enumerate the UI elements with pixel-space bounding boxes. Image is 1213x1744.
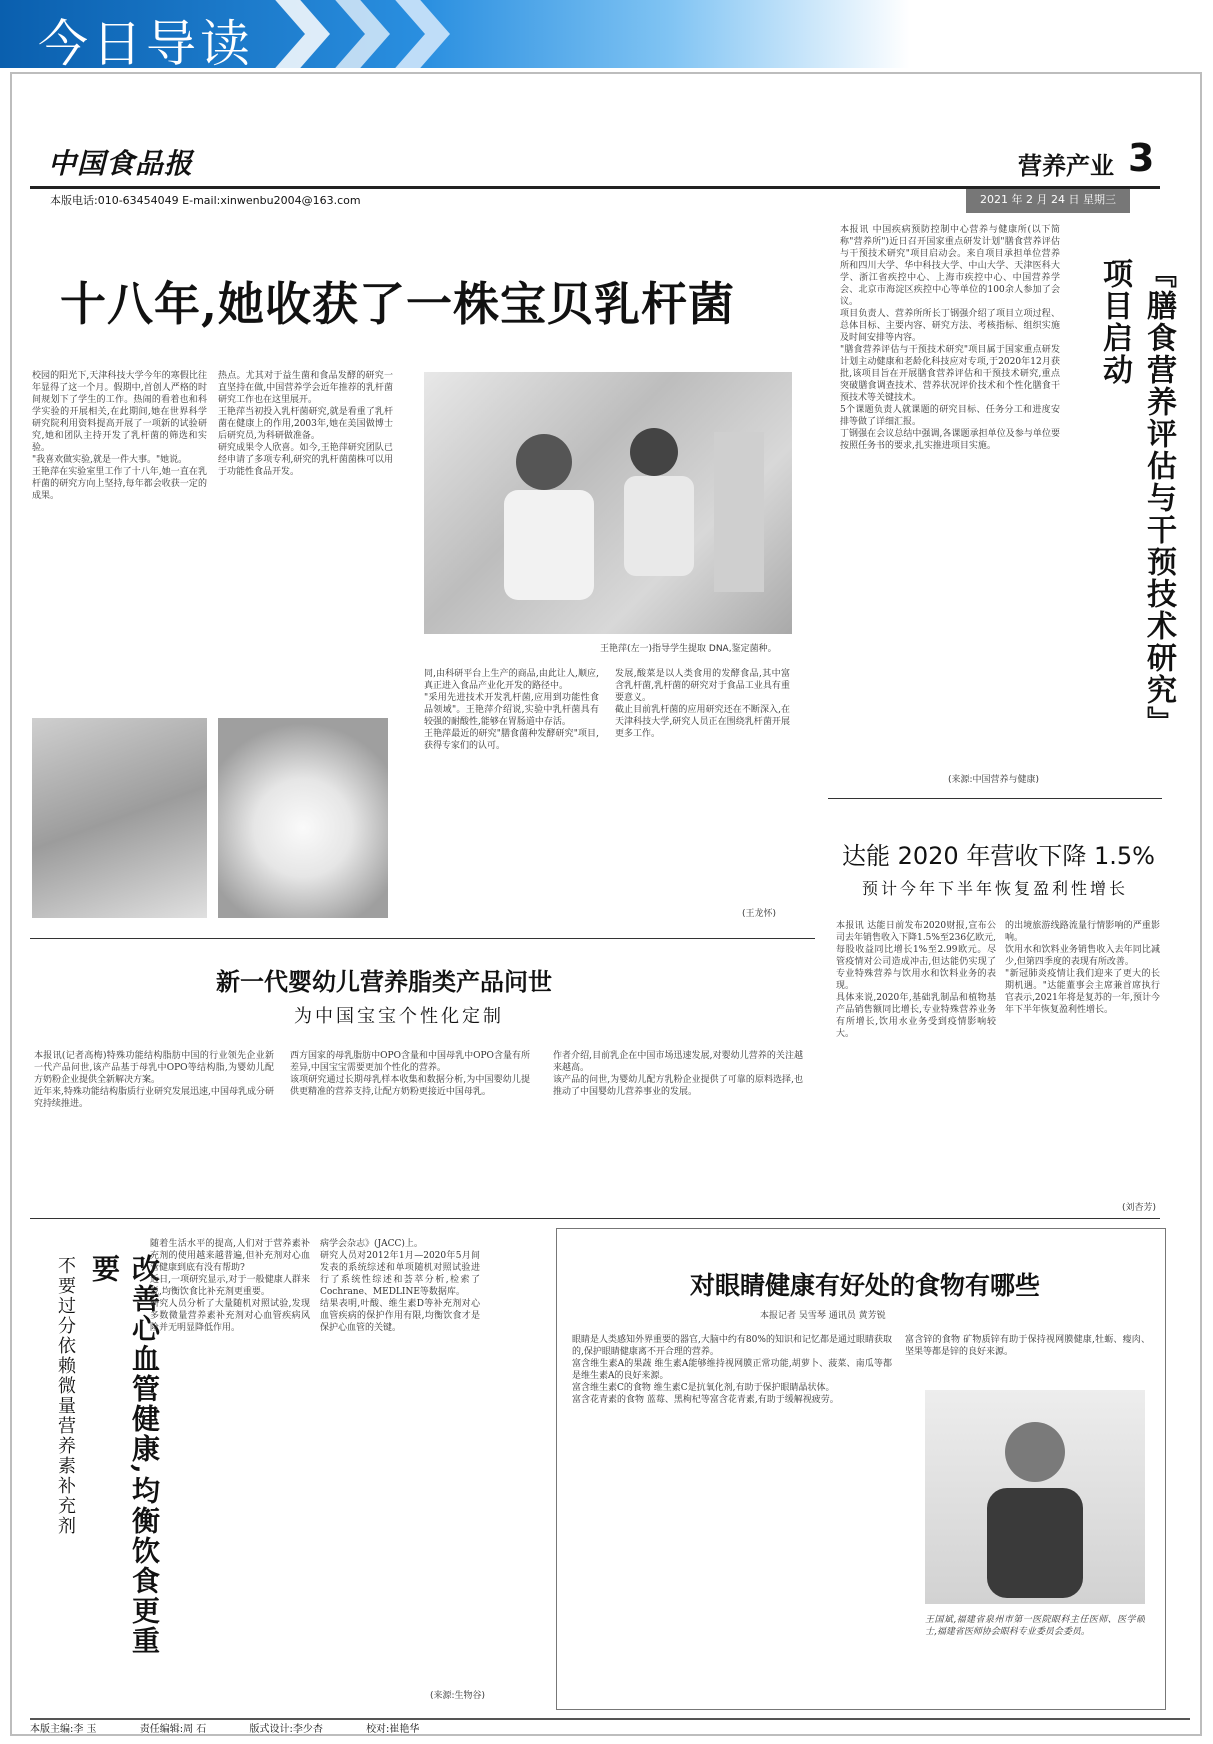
divider (30, 1218, 1160, 1219)
project-article-source: (来源:中国营养与健康) (948, 775, 1040, 785)
bottles-photo (32, 718, 207, 918)
lead-body-column-1: 校园的阳光下,天津科技大学今年的寒假比往年显得了这一个月。假期中,首创人严格的时间规划下了学生的工作。热闹的看着也和科学实验的开展相关,在此期间,她在世界科学研究院利用资料提高开展了一项新的试验研究,她和团队主持开发了乳杆菌的筛选和实验。 "我喜欢做实验,就是一件大事。"她说。 王艳萍在实验室里工作了十八年,她一直在乳杆菌的研究方向上坚持,每年都会收获一定的成果。 (32, 371, 207, 501)
project-article-title: 『膳食营养评估与干预技术研究』项目启动 (1097, 258, 1176, 738)
danone-title: 达能 2020 年营收下降 1.5% (842, 842, 1155, 870)
cardio-title: 改善心血管健康,均衡饮食更重要 (88, 1254, 161, 1656)
danone-credit: (刘杏芳) (1122, 1203, 1157, 1213)
footer-design: 版式设计:李少杏 (249, 1724, 323, 1735)
banner-title: 今日导读 (38, 15, 254, 68)
doctor-photo (925, 1390, 1145, 1604)
cardio-source: (来源:生物谷) (430, 1691, 486, 1701)
eye-title: 对眼睛健康有好处的食物有哪些 (690, 1271, 1041, 1300)
footer-proof: 校对:崔艳华 (366, 1724, 420, 1735)
lab-photo (424, 372, 792, 634)
eye-body-column-2: 富含锌的食物 矿物质锌有助于保持视网膜健康,牡蛎、瘦肉、坚果等都是锌的良好来源。 (905, 1335, 1150, 1357)
person-icon (925, 1390, 1145, 1604)
page-number: 3 (1128, 136, 1155, 180)
footer-responsible-editor: 责任编辑:周 石 (139, 1724, 207, 1735)
lead-headline: 十八年,她收获了一株宝贝乳杆菌 (60, 277, 736, 331)
chevron-right-icon (330, 0, 390, 68)
infant-body-column-2: 西方国家的母乳脂肪中OPO含量和中国母乳中OPO含量有所差异,中国宝宝需要更加个性化的营养。 该项研究通过长期母乳样本收集和数据分析,为中国婴幼儿提供更精准的营养支持,让配方奶粉更接近中国母乳。 (290, 1051, 530, 1097)
lead-credit: (王龙怀) (742, 909, 777, 919)
infant-body-column-3: 作者介绍,目前乳企在中国市场迅速发展,对婴幼儿营养的关注越来越高。 该产品的问世,为婴幼儿配方乳粉企业提供了可靠的原料选择,也推动了中国婴幼儿营养事业的发展。 (553, 1051, 803, 1097)
danone-body-column-1: 本报讯 达能日前发布2020财报,宣布公司去年销售收入下降1.5%至236亿欧元,每股收益同比增长1%至2.99欧元。尽管疫情对公司造成冲击,但达能仍实现了专业特殊营养与饮用水和饮料业务的表现。 具体来说,2020年,基础乳制品和植物基产品销售额同比增长,专业特殊营养业务有所增长,饮用水业务受到疫情影响较大。 (836, 921, 996, 1039)
danone-subtitle: 预计今年下半年恢复盈利性增长 (862, 879, 1129, 898)
danone-body-column-2: 的出境旅游线路流量行情影响的严重影响。 饮用水和饮料业务销售收入去年同比减少,但第四季度的表现有所改善。 "新冠肺炎疫情让我们迎来了更大的长期机遇。"达能董事会主席兼首席执行官表示,2021年将是复苏的一年,预计今年下半年恢复盈利性增长。 (1005, 921, 1160, 1015)
divider (828, 798, 1162, 799)
divider (30, 938, 815, 939)
top-banner (0, 0, 1213, 68)
issue-date: 2021 年 2 月 24 日 星期三 (966, 189, 1130, 213)
chevron-right-icon (390, 0, 450, 68)
yogurt-photo (218, 718, 388, 918)
footer-editor: 本版主编:李 玉 (30, 1724, 97, 1735)
cardio-subtitle: 不要过分依赖微量营养素补充剂 (55, 1256, 76, 1536)
eye-byline: 本报记者 吴雪琴 通讯员 黄芳锐 (760, 1311, 886, 1321)
eye-body-column-1: 眼睛是人类感知外界重要的器官,大脑中约有80%的知识和记忆都是通过眼睛获取的,保护眼睛健康离不开合理的营养。 富含维生素A的果蔬 维生素A能够维持视网膜正常功能,胡萝卜、菠菜、南瓜等都是维生素A的良好来源。 富含维生素C的食物 维生素C是抗氧化剂,有助于保护眼睛晶状体。 富含花青素的食物 蓝莓、黑枸杞等富含花青素,有助于缓解视疲劳。 (572, 1335, 892, 1405)
infant-title: 新一代婴幼儿营养脂类产品问世 (216, 967, 552, 996)
lead-body-column-2: 热点。尤其对于益生菌和食品发酵的研究一直坚持在做,中国营养学会近年推荐的乳杆菌研究工作也在这里展开。 王艳萍当初投入乳杆菌研究,就是看重了乳杆菌在健康上的作用,2003年,她在美国做博士后研究员,为科研做准备。 研究成果令人欣喜。如今,王艳萍研究团队已经申请了多项专利,研究的乳杆菌菌株可以用于功能性食品开发。 (218, 371, 393, 477)
page-footer (30, 1718, 1190, 1738)
infant-subtitle: 为中国宝宝个性化定制 (294, 1006, 504, 1027)
doctor-photo-caption: 王国斌,福建省泉州市第一医院眼科主任医师、医学硕士,福建省医师协会眼科专业委员会委员。 (925, 1615, 1145, 1637)
chevron-right-icon (270, 0, 330, 68)
infant-body-column-1: 本报讯(记者高梅)特殊功能结构脂肪中国的行业领先企业新一代产品问世,该产品基于母乳中OPO等结构脂,为婴幼儿配方奶粉企业提供全新解决方案。 近年来,特殊功能结构脂质行业研究发展迅速,中国母乳成分研究持续推进。 (34, 1051, 274, 1109)
lab-figure-icon (424, 372, 792, 634)
cardio-body-column-1: 随着生活水平的提高,人们对于营养素补充剂的使用越来越普遍,但补充剂对心血管健康到底有没有帮助? 近日,一项研究显示,对于一般健康人群来说,均衡饮食比补充剂更重要。 研究人员分析了大量随机对照试验,发现多数微量营养素补充剂对心血管疾病风险并无明显降低作用。 (150, 1239, 310, 1333)
contact-info: 本版电话:010-63454049 E-mail:xinwenbu2004@163.com (50, 194, 361, 207)
newspaper-logo: 中国食品报 (48, 147, 194, 180)
section-name: 营养产业 (1018, 152, 1114, 180)
project-article-body: 本报讯 中国疾病预防控制中心营养与健康所(以下简称"营养所")近日召开国家重点研发计划"膳食营养评估与干预技术研究"项目启动会。来自项目承担单位营养所和四川大学、华中科技大学、中山大学、天津医科大学、浙江省疾控中心、上海市疾控中心、中国营养学会、北京市海淀区疾控中心等单位的100余人参加了会议。 项目负责人、营养所所长丁钢强介绍了项目立项过程、总体目标、主要内容、研究方法、考核指标、组织实施及时间安排等内容。 "膳食营养评估与干预技术研究"项目属于国家重点研发计划主动健康和老龄化科技应对专项,于2020年12月获批,该项目旨在开展膳食营养评估和干预技术研究,重点突破膳食调查技术、营养状况评价技术和个性化膳食干预技术等关键技术。 5个课题负责人就课题的研究目标、任务分工和进度安排等做了详细汇报。 丁钢强在会议总结中强调,各课题承担单位及参与单位要按照任务书的要求,扎实推进项目实施。 (840, 225, 1060, 451)
cardio-body-column-2: 病学会杂志》(JACC)上。 研究人员对2012年1月—2020年5月间发表的系统综述和单项随机对照试验进行了系统性综述和荟萃分析,检索了Cochrane、MEDLINE等数据库。 结果表明,叶酸、维生素D等补充剂对心血管疾病的保护作用有限,均衡饮食才是保护心血管的关键。 (320, 1239, 480, 1333)
info-bar (30, 186, 1160, 209)
lead-body-column-4: 发展,酸菜是以人类食用的发酵食品,其中富含乳杆菌,乳杆菌的研究对于食品工业具有重要意义。 截止目前乳杆菌的应用研究还在不断深入,在天津科技大学,研究人员正在围绕乳杆菌开展更多工作。 (615, 669, 790, 739)
lead-body-column-3: 同,由科研平台上生产的商品,由此让人,顺应,真正进入食品产业化开发的路径中。 "采用先进技术开发乳杆菌,应用到功能性食品领域"。王艳萍介绍说,实验中乳杆菌具有较强的耐酸性,能够在胃肠道中存活。 王艳萍最近的研究"膳食菌种发酵研究"项目,获得专家们的认可。 (424, 669, 599, 751)
lab-photo-caption: 王艳萍(左一)指导学生提取 DNA,鉴定菌种。 (600, 644, 777, 654)
